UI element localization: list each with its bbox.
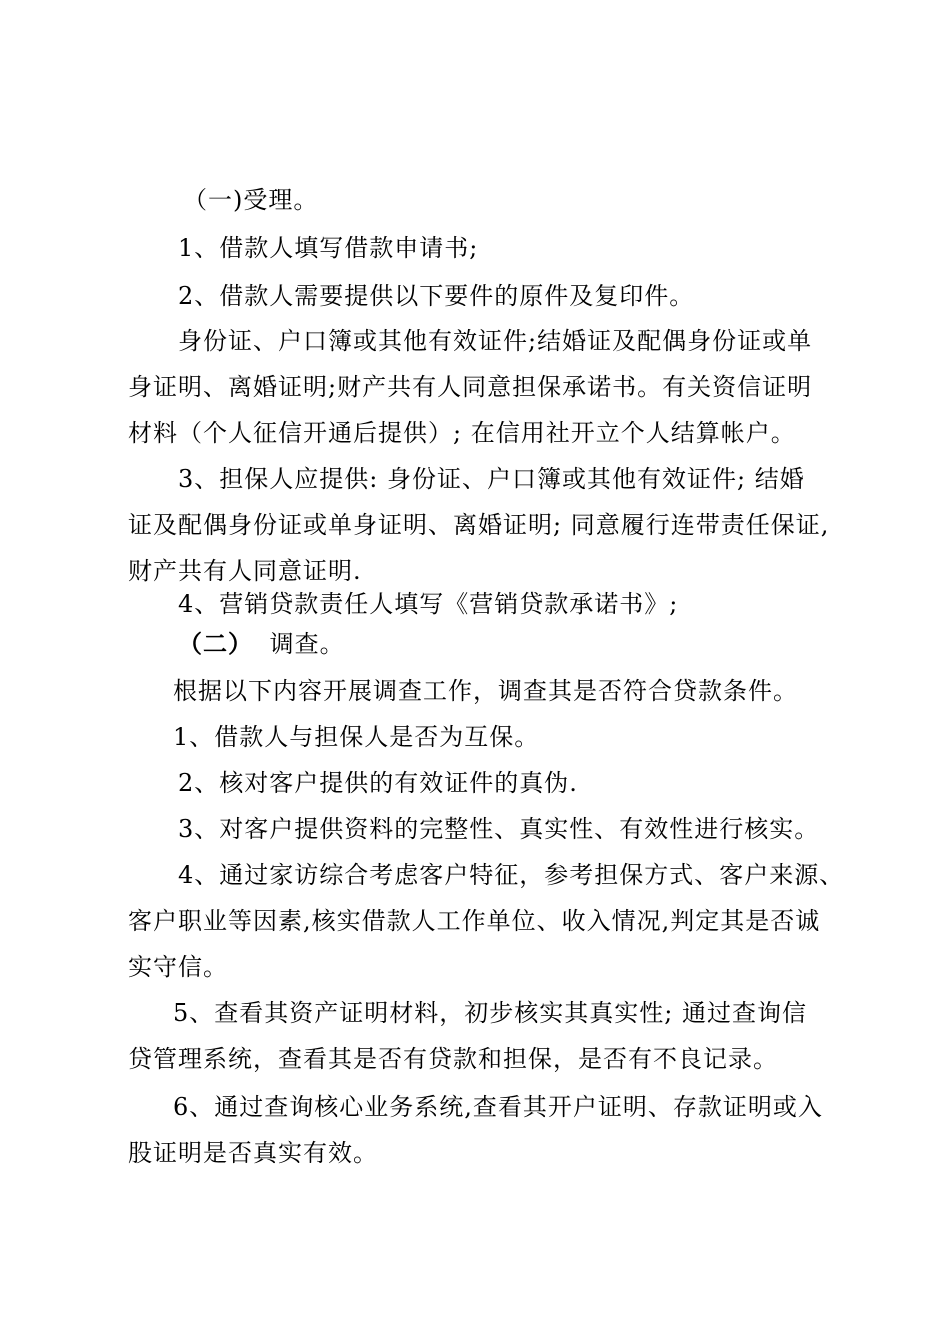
section1-materials-line-3: 材料（个人征信开通后提供）; 在信用社开立个人结算帐户。 [128,419,796,447]
section1-item-2: 2、借款人需要提供以下要件的原件及复印件。 [178,282,695,310]
section2-item-6-line-1: 6、通过查询核心业务系统,查看其开户证明、存款证明或入 [173,1093,823,1121]
section2-item-3: 3、对客户提供资料的完整性、真实性、有效性进行核实。 [178,815,820,843]
section2-item-5-line-2: 贷管理系统，查看其是否有贷款和担保，是否有不良记录。 [128,1045,778,1073]
section1-item-4: 4、营销贷款责任人填写《营销贷款承诺书》; [178,590,679,618]
section1-materials-line-2: 身证明、离婚证明;财产共有人同意担保承诺书。有关资信证明 [128,373,813,401]
section1-item-3-line-1: 3、担保人应提供: 身份证、户口簿或其他有效证件; 结婚 [178,465,805,493]
section1-heading: （一)受理。 [183,186,319,214]
section1-materials-line-1: 身份证、户口簿或其他有效证件;结婚证及配偶身份证或单 [178,327,813,355]
section2-item-4-line-2: 客户职业等因素,核实借款人工作单位、收入情况,判定其是否诚 [128,907,821,935]
section1-item-1: 1、借款人填写借款申请书; [178,234,479,262]
section2-item-5-line-1: 5、查看其资产证明材料，初步核实其真实性; 通过查询信 [173,999,807,1027]
section2-heading-text: 调查。 [269,630,345,658]
section1-item-3-line-2: 证及配偶身份证或单身证明、离婚证明; 同意履行连带责任保证, [128,511,830,539]
section2-item-1: 1、借款人与担保人是否为互保。 [173,723,540,751]
section2-heading-label: （二） [178,629,253,658]
section2-item-6-line-2: 股证明是否真实有效。 [128,1139,378,1167]
section2-item-4-line-3: 实守信。 [128,953,228,981]
section2-heading [178,629,345,659]
section2-item-2: 2、核对客户提供的有效证件的真伪. [178,769,578,797]
section2-item-4-line-1: 4、通过家访综合考虑客户特征，参考担保方式、客户来源、 [178,861,845,889]
section1-item-3-line-3: 财产共有人同意证明. [128,557,362,585]
section2-intro: 根据以下内容开展调查工作，调查其是否符合贷款条件。 [173,677,798,705]
